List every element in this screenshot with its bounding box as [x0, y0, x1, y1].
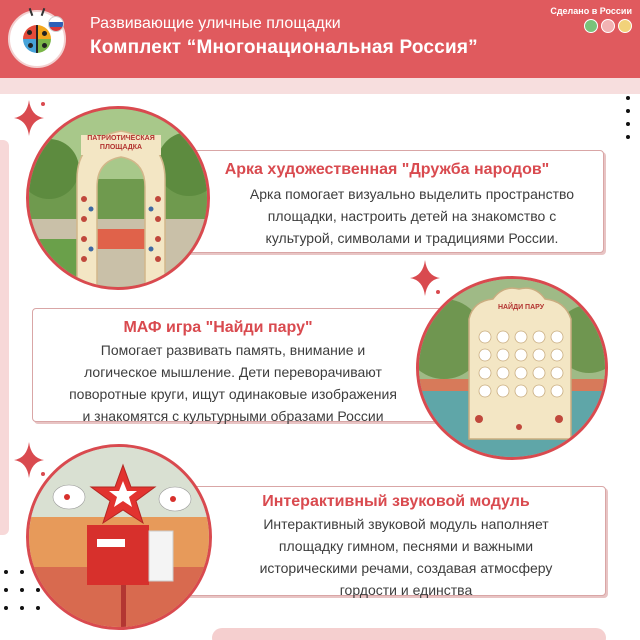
sparkle-icon: [408, 258, 442, 298]
dot-pattern-right: [626, 96, 630, 139]
card-title: Интерактивный звуковой модуль: [262, 493, 530, 510]
card-text-line: и знакомятся с культурными образами России: [82, 408, 384, 424]
flag-dot: [618, 19, 632, 33]
sparkle-icon: [12, 98, 46, 138]
sparkle-icon: [12, 440, 46, 480]
flag-dot: [584, 19, 598, 33]
logo-antenna: [29, 8, 34, 16]
header-banner: [0, 0, 640, 78]
card-text-line: площадку гимном, песнями и важными: [278, 538, 534, 554]
card-description: [167, 513, 605, 601]
flag-dot: [601, 19, 615, 33]
card-description: [151, 183, 603, 249]
card-text-line: логическое мышление. Дети переворачивают: [84, 364, 382, 380]
left-decor-strip: [0, 140, 9, 535]
card-arch: [150, 150, 604, 253]
russian-flag-icon: [48, 16, 64, 32]
find-pair-photo: [416, 276, 608, 460]
card-text-line: гордости и единства: [339, 582, 473, 598]
card-text-line: Помогает развивать память, внимание и: [100, 342, 366, 358]
page-title: Комплект “Многонациональная Россия”: [90, 37, 478, 58]
logo-antenna: [41, 8, 46, 16]
made-in-russia-label: Сделано в России: [550, 6, 632, 16]
card-text-line: площадки, настроить детей на знакомство с: [267, 208, 557, 224]
sound-module-photo: [26, 444, 212, 630]
card-text-line: Интерактивный звуковой модуль наполняет: [263, 516, 549, 532]
card-description: [33, 339, 443, 427]
card-text-line: поворотные круги, ищут одинаковые изображения: [69, 386, 397, 402]
card-title: Арка художественная "Дружба народов": [224, 161, 550, 178]
arch-sign-text: ПАТРИОТИЧЕСКАЯ ПЛОЩАДКА: [87, 135, 155, 151]
card-sound-module: [166, 486, 606, 596]
ladybug-logo: [8, 10, 66, 68]
card-text-line: историческими речами, создавая атмосферу: [259, 560, 553, 576]
bottom-decor-pill: [212, 628, 606, 640]
find-pair-sign-text: НАЙДИ ПАРУ: [497, 304, 545, 311]
header-underline-band: [0, 78, 640, 94]
card-title: МАФ игра "Найди пару": [123, 319, 313, 336]
card-find-pair: [32, 308, 444, 422]
flag-dots: [584, 19, 632, 33]
card-text-line: Арка помогает визуально выделить пространство: [249, 186, 575, 202]
header-subtitle: Развивающие уличные площадки: [90, 15, 341, 32]
arch-photo: [26, 106, 210, 290]
ladybug-icon: [23, 25, 51, 53]
card-text-line: культурой, символами и традициями России.: [265, 230, 559, 246]
